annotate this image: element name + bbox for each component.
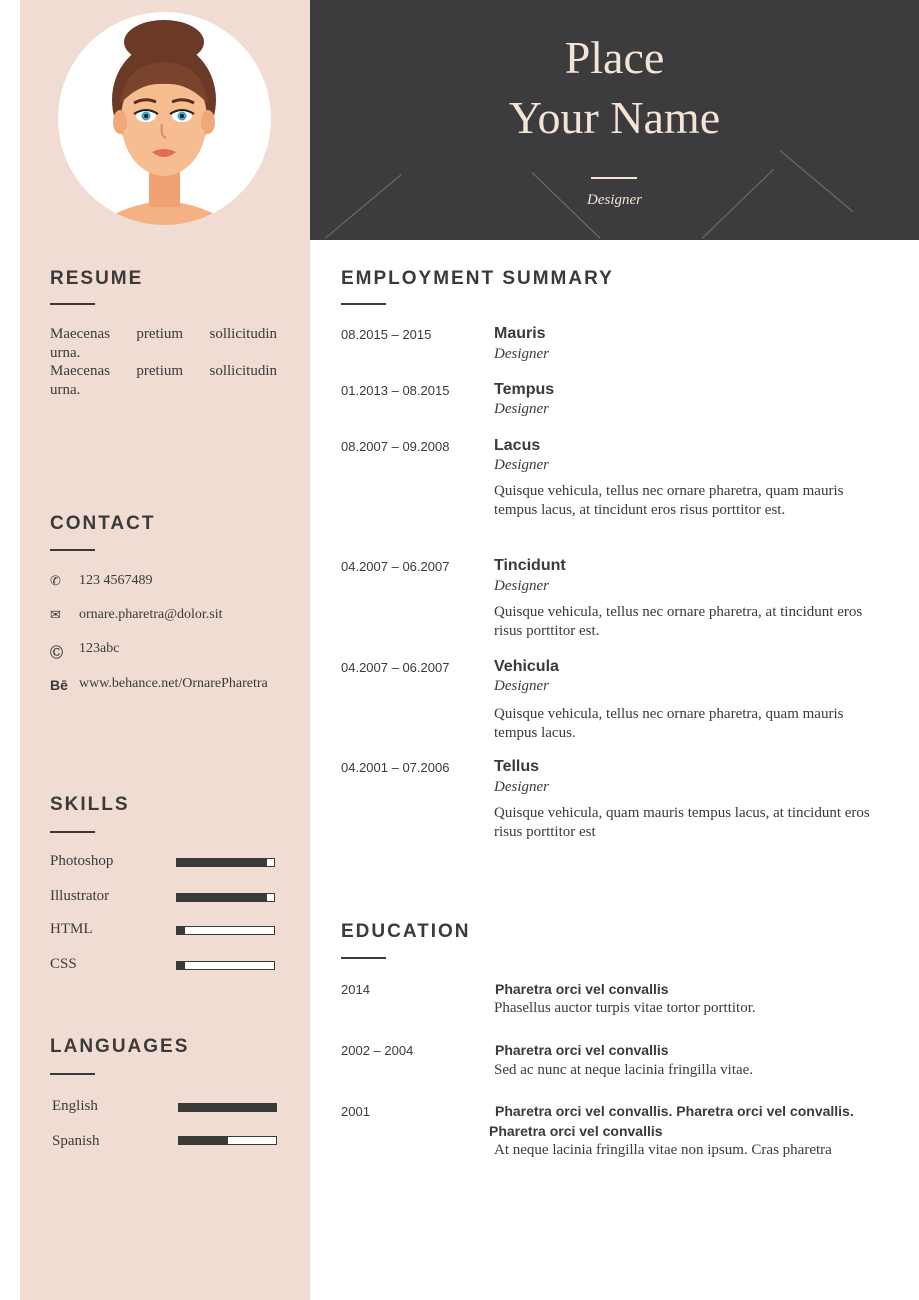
job-description: Quisque vehicula, quam mauris tempus lacus, at tincidunt eros risus porttitor est — [494, 805, 870, 840]
skill-bar-html — [176, 926, 275, 935]
education-description: Sed ac nunc at neque lacinia fringilla vitae. — [494, 1062, 754, 1078]
language-bar-spanish — [178, 1136, 277, 1145]
education-date: 2002 – 2004 — [341, 1043, 414, 1058]
employment-heading: EMPLOYMENT SUMMARY — [341, 268, 614, 289]
resume-line-1: Maecenas pretium sollicitudin — [50, 326, 277, 342]
job-company: Tellus — [494, 758, 540, 775]
education-title: Pharetra orci vel convallis — [495, 1042, 669, 1058]
language-fill-english — [179, 1104, 276, 1111]
education-heading: EDUCATION — [341, 921, 471, 942]
education-description: Phasellus auctor turpis vitae tortor porttitor. — [494, 1000, 756, 1016]
header-banner — [310, 0, 919, 240]
skill-name-illustrator: Illustrator — [50, 888, 110, 904]
languages-heading: LANGUAGES — [50, 1036, 190, 1057]
skill-name-html: HTML — [50, 921, 93, 937]
job-role: Designer — [494, 678, 549, 694]
job-role: Designer — [494, 346, 549, 362]
job-role: Designer — [494, 779, 549, 795]
contact-behance-text[interactable]: www.behance.net/OrnarePharetra — [79, 676, 268, 691]
mail-icon: ✉ — [50, 608, 61, 623]
resume-heading: RESUME — [50, 268, 144, 289]
resume-line-2: urna. — [50, 345, 81, 361]
job-date: 08.2015 – 2015 — [341, 327, 432, 342]
job-role: Designer — [494, 578, 549, 594]
job-company: Vehicula — [494, 658, 559, 675]
skill-fill-css — [177, 962, 185, 969]
skill-fill-illustrator — [177, 894, 267, 901]
resume-divider — [50, 303, 95, 305]
education-title-continued: Pharetra orci vel convallis — [489, 1123, 663, 1139]
job-company: Lacus — [494, 437, 541, 454]
name-line-1: Place — [564, 32, 665, 83]
behance-icon: Bē — [50, 677, 68, 693]
resume-line-3: Maecenas pretium sollicitudin — [50, 363, 277, 379]
woman-portrait-icon — [58, 12, 271, 225]
skill-fill-html — [177, 927, 185, 934]
job-date: 04.2007 – 06.2007 — [341, 660, 450, 675]
contact-skype-text: 123abc — [79, 641, 120, 656]
job-date: 08.2007 – 09.2008 — [341, 439, 450, 454]
job-role: Designer — [494, 457, 549, 473]
contact-skype — [50, 641, 300, 661]
skills-heading: SKILLS — [50, 794, 130, 815]
skype-icon: Ⓒ — [50, 646, 64, 661]
education-divider — [341, 957, 386, 959]
job-date: 04.2007 – 06.2007 — [341, 559, 450, 574]
name-line-2: Your Name — [508, 92, 721, 143]
skill-bar-photoshop — [176, 858, 275, 867]
job-date: 01.2013 – 08.2015 — [341, 383, 450, 398]
language-bar-english — [178, 1103, 277, 1112]
job-description: Quisque vehicula, tellus nec ornare pharetra, quam mauris tempus lacus, at tincidunt eros risus porttitor est. — [494, 483, 844, 518]
education-date: 2001 — [341, 1104, 370, 1119]
job-role: Designer — [494, 401, 549, 417]
employment-divider — [341, 303, 386, 305]
title-divider — [591, 177, 637, 179]
skill-fill-photoshop — [177, 859, 267, 866]
contact-phone — [50, 573, 300, 593]
language-name-spanish: Spanish — [52, 1133, 100, 1149]
resume-line-4: urna. — [50, 382, 81, 398]
job-company: Mauris — [494, 325, 546, 342]
phone-icon: ✆ — [50, 574, 61, 589]
job-description: Quisque vehicula, tellus nec ornare pharetra, quam mauris tempus lacus. — [494, 706, 844, 741]
languages-divider — [50, 1073, 95, 1075]
contact-email-text[interactable]: ornare.pharetra@dolor.sit — [79, 607, 223, 622]
skill-bar-css — [176, 961, 275, 970]
education-description: At neque lacinia fringilla vitae non ipsum. Cras pharetra — [494, 1142, 832, 1158]
contact-phone-text: 123 4567489 — [79, 573, 153, 588]
header-role: Designer — [587, 192, 642, 208]
contact-email[interactable] — [50, 607, 300, 627]
job-company: Tempus — [494, 381, 555, 398]
language-name-english: English — [52, 1098, 98, 1114]
education-title: Pharetra orci vel convallis — [495, 981, 669, 997]
skills-divider — [50, 831, 95, 833]
skill-bar-illustrator — [176, 893, 275, 902]
language-fill-spanish — [179, 1137, 228, 1144]
contact-heading: CONTACT — [50, 513, 156, 534]
contact-divider — [50, 549, 95, 551]
skill-name-css: CSS — [50, 956, 77, 972]
education-date: 2014 — [341, 982, 370, 997]
contact-behance[interactable] — [50, 676, 300, 696]
skill-name-photoshop: Photoshop — [50, 853, 114, 869]
avatar — [58, 12, 271, 225]
education-title: Pharetra orci vel convallis. Pharetra orci vel convallis. — [495, 1103, 854, 1119]
job-company: Tincidunt — [494, 557, 566, 574]
job-description: Quisque vehicula, tellus nec ornare pharetra, at tincidunt eros risus porttitor est. — [494, 604, 863, 639]
job-date: 04.2001 – 07.2006 — [341, 760, 450, 775]
